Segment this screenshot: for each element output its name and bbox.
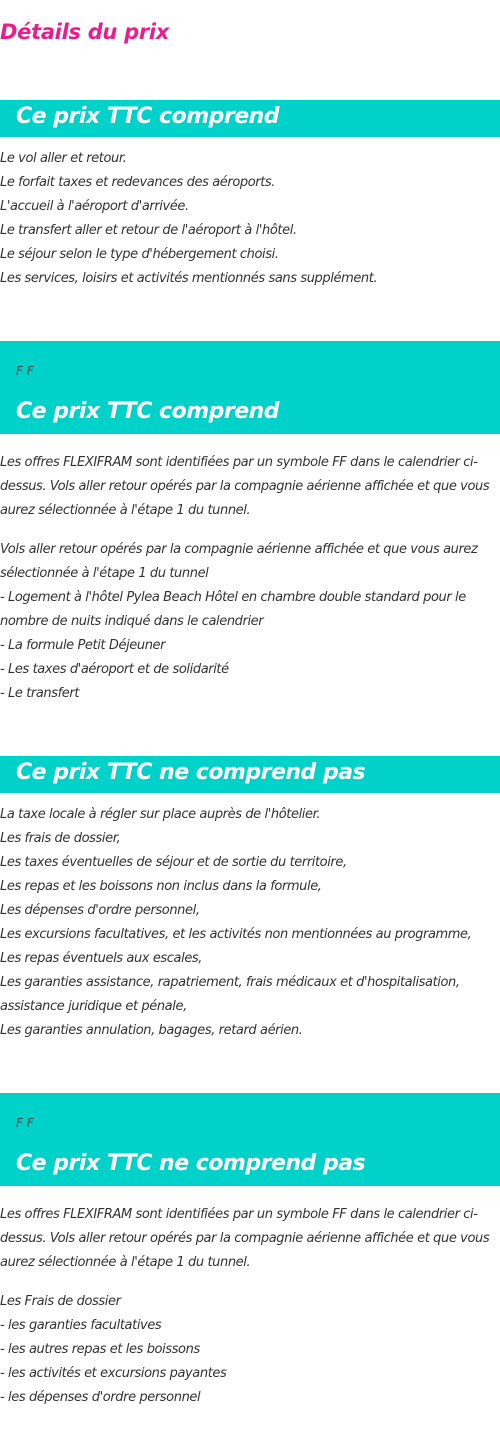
section-header-includes <box>0 100 500 137</box>
list-item: - Logement à l'hôtel Pylea Beach Hôtel en chambre double standard pour le <box>0 590 466 605</box>
list-item: Les garanties assistance, rapatriement, frais médicaux et d'hospitalisation, <box>0 975 460 990</box>
list-item: Les services, loisirs et activités mentionnés sans supplément. <box>0 271 378 286</box>
list-item: Les garanties annulation, bagages, retard aérien. <box>0 1023 303 1038</box>
list-item: L'accueil à l'aéroport d'arrivée. <box>0 199 189 214</box>
section-header-flexifram-includes <box>0 341 500 434</box>
list-item: Les repas éventuels aux escales, <box>0 951 203 966</box>
list-item: - Les taxes d'aéroport et de solidarité <box>0 662 229 677</box>
list-item: Les Frais de dossier <box>0 1294 121 1309</box>
list-item: assistance juridique et pénale, <box>0 999 187 1014</box>
list-item: - les activités et excursions payantes <box>0 1366 227 1381</box>
flexifram-includes-list <box>0 538 500 706</box>
section-title: Ce prix TTC ne comprend pas <box>16 760 366 785</box>
flexifram-intro: Les offres FLEXIFRAM sont identifiées par un symbole FF dans le calendrier ci-dessus. Vols aller retour opérés par la compagnie aérienne affichée et que vous aurez sélectionnée à l'étape 1 du tunnel. <box>0 455 490 518</box>
page-title: Détails du prix <box>0 20 170 44</box>
list-item: - les garanties facultatives <box>0 1318 162 1333</box>
list-item: La taxe locale à régler sur place auprès de l'hôtelier. <box>0 807 321 822</box>
ff-tag: F F <box>16 364 34 378</box>
section-header-flexifram-excludes <box>0 1093 500 1186</box>
list-item: Le séjour selon le type d'hébergement choisi. <box>0 247 279 262</box>
list-item: Les dépenses d'ordre personnel, <box>0 903 200 918</box>
list-item: - les dépenses d'ordre personnel <box>0 1390 201 1405</box>
ff-tag: F F <box>16 1116 34 1130</box>
list-item: - La formule Petit Déjeuner <box>0 638 166 653</box>
list-item: Les taxes éventuelles de séjour et de sortie du territoire, <box>0 855 347 870</box>
list-item: sélectionnée à l'étape 1 du tunnel <box>0 566 209 581</box>
section-title: Ce prix TTC ne comprend pas <box>16 1151 366 1176</box>
list-item: Le forfait taxes et redevances des aéroports. <box>0 175 276 190</box>
list-item: - Le transfert <box>0 686 80 701</box>
flexifram-intro: Les offres FLEXIFRAM sont identifiées par un symbole FF dans le calendrier ci-dessus. Vols aller retour opérés par la compagnie aérienne affichée et que vous aurez sélectionnée à l'étape 1 du tunnel. <box>0 1207 490 1270</box>
list-item: Vols aller retour opérés par la compagnie aérienne affichée et que vous aurez <box>0 542 478 557</box>
section-title: Ce prix TTC comprend <box>16 399 280 424</box>
list-item: Le vol aller et retour. <box>0 151 127 166</box>
list-item: Les excursions facultatives, et les activités non mentionnées au programme, <box>0 927 472 942</box>
list-item: nombre de nuits indiqué dans le calendrier <box>0 614 264 629</box>
list-item: Les repas et les boissons non inclus dans la formule, <box>0 879 322 894</box>
list-item: - les autres repas et les boissons <box>0 1342 200 1357</box>
includes-list <box>0 147 500 291</box>
section-header-excludes <box>0 756 500 793</box>
excludes-list <box>0 803 500 1043</box>
list-item: Le transfert aller et retour de l'aéroport à l'hôtel. <box>0 223 297 238</box>
flexifram-excludes-list <box>0 1290 500 1410</box>
section-title: Ce prix TTC comprend <box>16 104 280 129</box>
list-item: Les frais de dossier, <box>0 831 121 846</box>
